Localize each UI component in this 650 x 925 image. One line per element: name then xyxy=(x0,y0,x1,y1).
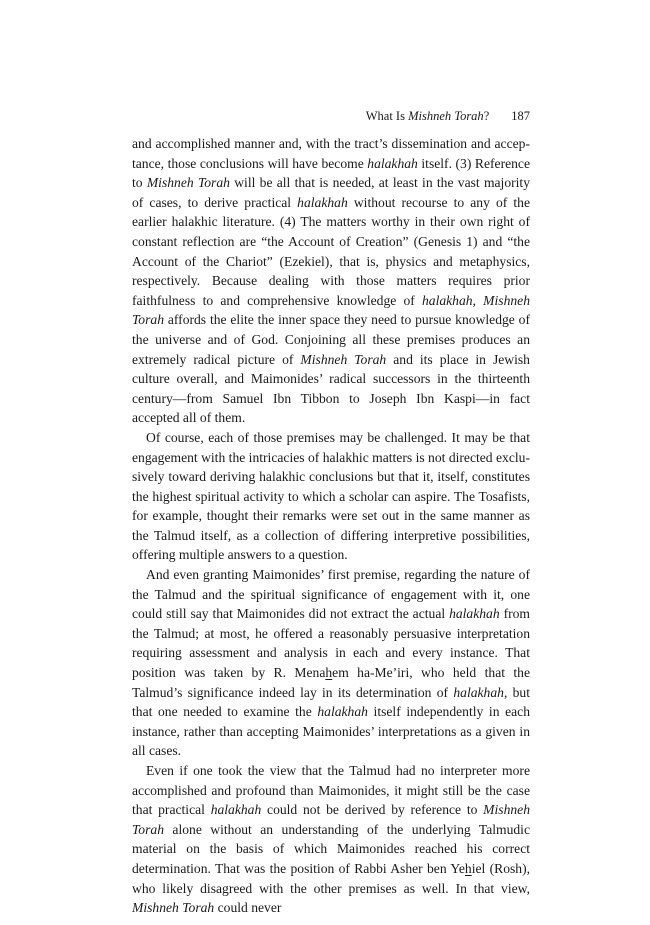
text-run: will be all that is needed, at least in the vast majority of cases, to derive practical xyxy=(132,175,530,210)
text-run: and accomplished manner and, with the tract’s dissemination and acceptance, those conclusions will have become xyxy=(132,136,530,171)
italic-run: halakhah xyxy=(210,802,262,818)
text-run: and its place in Jewish culture overall, and Maimonides’ radical successors in the thirteenth century—from Samuel Ibn Tibbon to Joseph Ibn Kaspi—in fact accepted all of them. xyxy=(132,351,530,426)
underlined-letter: h xyxy=(464,860,472,876)
page-number: 187 xyxy=(511,109,530,123)
body-text xyxy=(132,134,530,918)
italic-run: Mishneh Torah xyxy=(132,900,215,916)
text-run: without recourse to any of the earlier halakhic literature. (4) The matters worthy in their own right of constant reflection are “the Account of Creation” (Genesis 1) and “the Account of the Chariot” (Ezekiel), that is, physics and metaphysics, respectively. Because dealing with those matters requires prior faithfulness to and comprehensive knowledge of xyxy=(132,194,530,308)
body-paragraph xyxy=(132,134,530,428)
italic-run: Mishneh Torah xyxy=(146,175,230,191)
text-run: itself independently in each instance, rather than accepting Maimonides’ interpretations as a given in all cases. xyxy=(132,704,530,759)
text-run: , xyxy=(472,292,484,308)
italic-run: Mishneh Torah xyxy=(132,802,530,837)
italic-run: halakhah xyxy=(367,155,418,171)
italic-run: Mishneh Torah xyxy=(132,292,530,328)
text-run: And even granting Maimonides’ first premise, regarding the nature of the Talmud and the spiritual significance of engagement with it, one could still say that Maimonides did not extract the actual xyxy=(132,567,530,622)
text-run: affords the elite the inner space they need to pursue knowledge of the universe and of God. Conjoining all these premises produces an extremely radical picture of xyxy=(132,312,530,367)
text-run: itself. (3) Reference to xyxy=(132,155,530,191)
italic-run: halakhah xyxy=(421,292,473,308)
text-run: , but that one needed to examine the xyxy=(132,684,530,720)
text-run: em ha-Me’iri, who held that the Talmud’s significance indeed lay in its determination of xyxy=(132,665,531,700)
text-run: could never xyxy=(214,900,282,916)
italic-run: halakhah xyxy=(317,704,368,720)
text-run: iel (Rosh), who likely disagreed with the other premises as well. In that view, xyxy=(132,860,531,896)
italic-run: halakhah xyxy=(449,606,500,622)
running-head xyxy=(132,108,530,124)
text-run: Even if one took the view that the Talmud had no interpreter more accomplished and profound than Maimonides, it might still be the case that practical xyxy=(132,763,530,818)
text-run: alone without an understanding of the underlying Talmudic material on the basis of which Maimonides reached his correct determination. That was the position of Rabbi Asher ben Ye xyxy=(132,821,530,876)
running-head-prefix: What Is xyxy=(365,109,409,123)
text-run: from the Talmud; at most, he offered a reasonably persuasive interpretation requiring assessment and analysis in each and every instance. That position was taken by R. Mena xyxy=(132,606,531,681)
body-paragraph xyxy=(132,565,530,761)
underlined-letter: h xyxy=(325,665,333,681)
italic-run: halakhah xyxy=(453,684,504,700)
italic-run: halakhah xyxy=(297,194,348,210)
running-head-suffix: ? xyxy=(483,109,490,123)
body-paragraph xyxy=(132,761,530,918)
running-head-book-title: Mishneh Torah xyxy=(408,109,484,123)
text-run: could not be derived by reference to xyxy=(261,802,484,818)
italic-run: Mishneh Torah xyxy=(300,351,387,367)
text-run: Of course, each of those premises may be challenged. It may be that engagement with the intricacies of halakhic matters is not directed exclusively toward deriving halakhic conclusions but that it, itself, constitutes the highest spiritual activity to which a scholar can aspire. The Tosafists, for example, thought their remarks were set out in the same manner as the Talmud itself, as a collection of differing interpretive possibilities, offering multiple answers to a question. xyxy=(132,429,530,563)
body-paragraph xyxy=(132,428,530,565)
